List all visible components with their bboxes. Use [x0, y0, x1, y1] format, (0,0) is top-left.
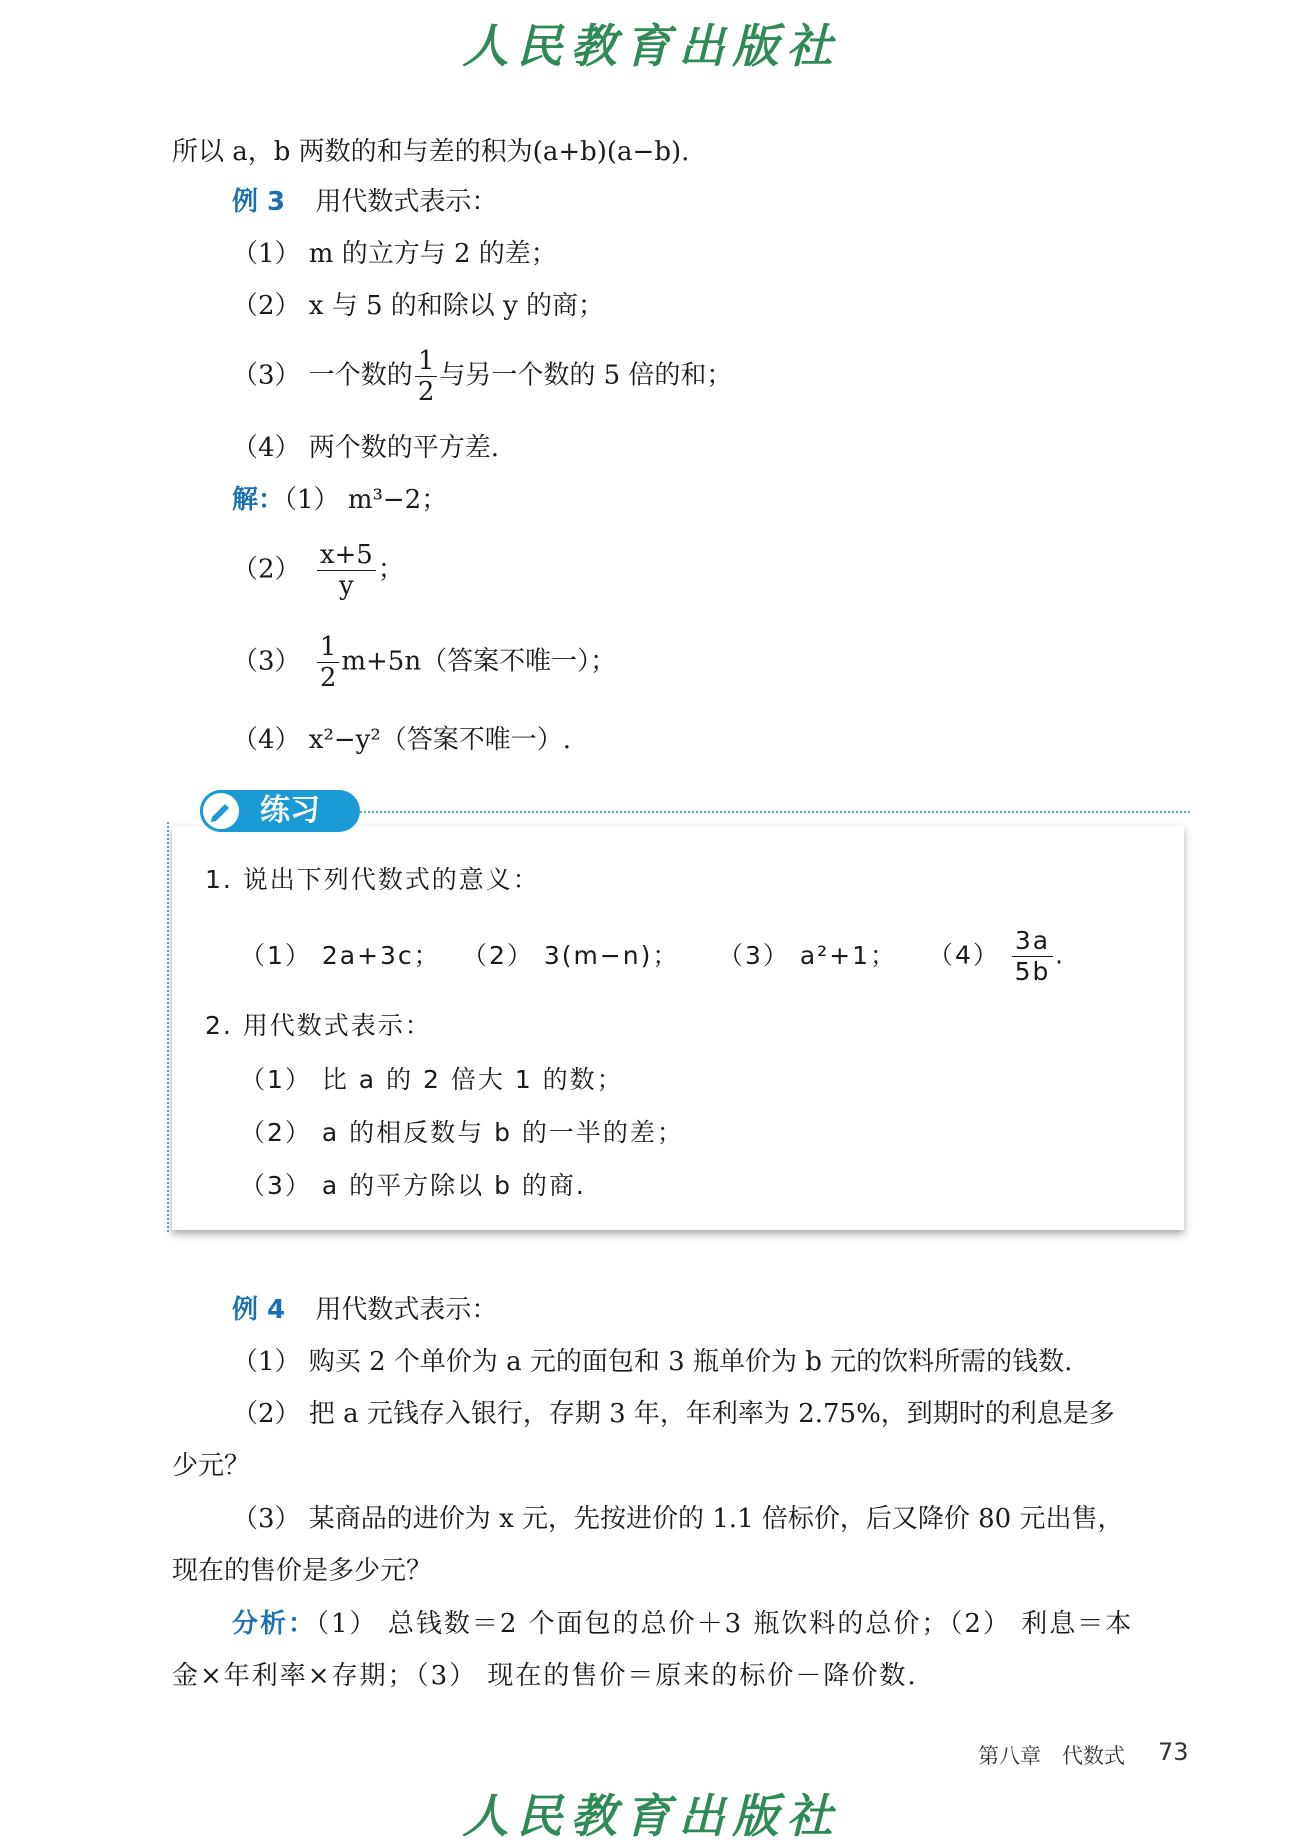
example3-heading: [232, 186, 497, 218]
solution3-s3-prefix: （3）: [232, 646, 301, 677]
example4-item-3b: 现在的售价是多少元？: [172, 1556, 433, 1586]
example3-item-3-prefix: （3） 一个数的: [232, 360, 413, 391]
pencil-icon: [200, 790, 242, 832]
analysis-label: 分析：: [232, 1609, 317, 1639]
publisher-logo-bottom: 人民教育出版社: [462, 1789, 841, 1843]
practice-frac-suffix: .: [1055, 940, 1066, 970]
example4-prompt: 用代数式表示：: [315, 1295, 498, 1325]
solution3-s3-suffix: m+5n（答案不唯一）；: [341, 646, 617, 677]
fraction-x-plus-5-over-y: [317, 540, 376, 601]
practice-q1-item-4: [928, 926, 1065, 987]
solution3-s2-num: x+5: [317, 540, 376, 571]
footer-chapter: 第八章 代数式: [978, 1744, 1125, 1768]
solution3-s2-den: y: [338, 571, 354, 601]
practice-dotted-left-border: [167, 822, 169, 1232]
solution3-line-1: [232, 484, 447, 516]
solution3-line-3: [232, 632, 616, 693]
fraction-3a-over-5b: [1012, 926, 1053, 987]
fraction-half-num: 1: [415, 346, 438, 377]
example3-item-1: （1） m 的立方与 2 的差；: [232, 239, 557, 269]
example4-item-2b: 少元？: [172, 1451, 251, 1481]
example3-item-2: （2） x 与 5 的和除以 y 的商；: [232, 291, 605, 321]
practice-q2: 2. 用代数式表示：: [205, 1011, 432, 1040]
practice-dotted-top-border: [360, 811, 1190, 813]
analysis-text-1: （1） 总钱数＝2 个面包的总价＋3 瓶饮料的总价；（2） 利息＝本: [316, 1609, 1134, 1639]
analysis-line-1: [232, 1608, 1133, 1640]
practice-q1-item-3: （3） a²+1；: [718, 941, 898, 970]
practice-q1-item-1: （1） 2a+3c；: [240, 941, 441, 970]
example4-label: 例 4: [232, 1295, 286, 1325]
example4-item-3a: （3） 某商品的进价为 x 元，先按进价的 1.1 倍标价，后又降价 80 元出售，: [232, 1504, 1124, 1534]
solution3-line-4: （4） x²−y²（答案不唯一）.: [232, 725, 572, 755]
fraction-half: [415, 346, 438, 407]
practice-frac-den: 5b: [1014, 957, 1051, 986]
example3-item-3: [232, 346, 732, 407]
solution3-s3-den: 2: [319, 663, 337, 693]
example3-prompt: 用代数式表示：: [315, 187, 498, 217]
example4-item-2a: （2） 把 a 元钱存入银行，存期 3 年，年利率为 2.75%，到期时的利息是多: [232, 1399, 1115, 1429]
solution3-s2-prefix: （2）: [232, 554, 301, 585]
solution3-label: 解：: [232, 485, 285, 515]
practice-q2-item-2: （2） a 的相反数与 b 的一半的差；: [240, 1118, 684, 1147]
fraction-half-m: [317, 632, 340, 693]
practice-q1-item-2: （2） 3(m−n)；: [462, 941, 680, 970]
solution3-s1: （1） m³−2；: [284, 485, 448, 515]
practice-q1: 1. 说出下列代数式的意义：: [205, 865, 540, 894]
example4-item-1: （1） 购买 2 个单价为 a 元的面包和 3 瓶单价为 b 元的饮料所需的钱数.: [232, 1347, 1073, 1377]
practice-q1-item-4-prefix: （4）: [928, 940, 1000, 970]
solution3-s2-suffix: ；: [377, 554, 404, 585]
solution3-s3-num: 1: [317, 632, 340, 663]
analysis-line-2: 金×年利率×存期；（3） 现在的售价＝原来的标价－降价数.: [172, 1661, 918, 1691]
practice-title: 练习: [260, 793, 320, 828]
solution3-line-2: [232, 540, 404, 601]
example4-heading: [232, 1294, 497, 1326]
example3-item-3-suffix: 与另一个数的 5 倍的和；: [439, 360, 733, 391]
practice-q2-item-1: （1） 比 a 的 2 倍大 1 的数；: [240, 1065, 624, 1094]
intro-line: 所以 a，b 两数的和与差的积为(a+b)(a−b).: [172, 137, 690, 167]
example3-label: 例 3: [232, 187, 286, 217]
fraction-half-den: 2: [417, 377, 435, 407]
practice-frac-num: 3a: [1012, 926, 1053, 957]
publisher-logo-top: 人民教育出版社: [462, 19, 841, 73]
example3-item-4: （4） 两个数的平方差.: [232, 433, 500, 463]
footer-page-number: 73: [1158, 1738, 1189, 1766]
practice-q2-item-3: （3） a 的平方除以 b 的商.: [240, 1171, 586, 1200]
